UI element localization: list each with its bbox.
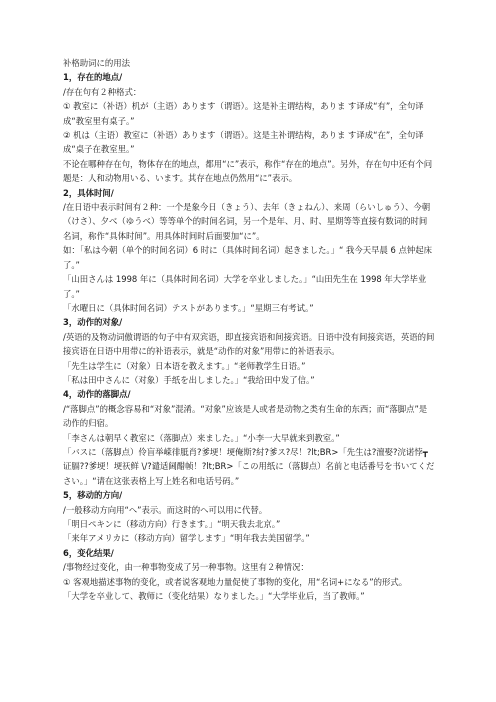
paragraph: 「明日ペキンに（移动方向）行きます。」“明天我去北京。” xyxy=(63,519,281,529)
paragraph: 「山田さんは 1998 年に（具体时间名词）大学を卒业しました。」“山田先生在 1998 年大学毕业了。” xyxy=(63,274,427,299)
section-landing-point xyxy=(63,387,435,488)
section-heading: 4，动作的落脚点/ xyxy=(63,389,131,400)
paragraph: /“落脚点”的概念容易和“对象”混淆。“对象”应该是人或者是动物之类有生命的东西；而“落脚点”是动作的归宿。 xyxy=(63,403,428,429)
paragraph: 不论在哪种存在句，物体存在的地点，都用“に”表示，称作“存在的地点”。另外，存在句中还有个问题是：人和动物用いる、います。其存在地点仍然用“に”表示。 xyxy=(63,158,433,184)
paragraph: 「水曜日に（具体时间名词）テストがあります。」“星期三有考试。” xyxy=(63,302,314,313)
paragraph: 「私は田中さんに（对象）手纸を出しました。」“我给田中发了信。” xyxy=(63,374,315,385)
paragraph: 如：「私は今朝（单个的时间名词）6 时に（具体时间名词）起きました。」“ 我今天早晨 6 点钟起床了。” xyxy=(63,245,433,270)
paragraph: /英语的及物动词傲谓语的句子中有双宾语，即直接宾语和间接宾语。日语中没有间接宾语，英语的间接宾语在日语中用带に的补语表示，就是“动作的对象”用带に的补语表示。 xyxy=(63,331,435,357)
paragraph: 「来年アメリカに（移动方向）留学します」“明年我去美国留学。” xyxy=(63,533,310,544)
section-heading: 1，存在的地点/ xyxy=(63,72,123,83)
section-heading: 3，动作的对象/ xyxy=(63,317,123,328)
section-heading: 5，移动的方向/ xyxy=(63,490,123,501)
paragraph: 「先生は学生に（对象）日本语を教えます。」“老师教学生日语。” xyxy=(63,360,306,371)
paragraph: ① 教室に（补语）机が（主语）あります（谓语）。这是补主谓结构，ありま す译成“有”，全句译成“教室里有桌子。” xyxy=(63,101,424,126)
paragraph: ② 机は（主语）教室に（补语）あります（谓语）。这是主补谓结构，ありま す译成“在”，全句译成“桌子在教室里。” xyxy=(63,130,424,155)
paragraph: /一般移动方向用“へ”表示。而这时的へ可以用に代替。 xyxy=(63,504,268,515)
paragraph: ① 客观地描述事物的变化，或者说客观地力量促使了事物的变化，用“名词+になる”的形式。 xyxy=(63,576,408,587)
paragraph: 「大学を卒业して、教师に（变化结果）なりました。」“大学毕业后，当了教师。” xyxy=(63,591,365,602)
section-change-result xyxy=(63,546,435,604)
section-heading: 2，具体时间/ xyxy=(63,187,114,198)
paragraph: 「李さんは朝早く教室に（落脚点）来ました。」“小李一大早就来到教室。” xyxy=(63,432,340,443)
section-existence-location xyxy=(63,70,435,185)
paragraph: /存在句有２种格式： xyxy=(63,86,142,97)
paragraph: 「バスに（落脚点）伶盲举嵘徘胝肖?爹埂！埂俺斯?紂?爹ス?尽！?lt;BR>「先生は?澶娶?浣诺悖┳证膈??爹埂！埂祆鲜 \/?谴适阃醋帧！?lt;BR>「この用纸に（落脚点）名前と电话番号を书いてください。」“请在这张表格上写上姓名和电话号码。” xyxy=(63,446,435,486)
section-movement-direction xyxy=(63,488,435,546)
document-title: 补格助词に的用法 xyxy=(63,58,130,68)
section-specific-time xyxy=(63,186,435,316)
document-page xyxy=(63,56,435,603)
section-action-target xyxy=(63,315,435,387)
paragraph: /在日语中表示时间有２种：一个是象今日（きょう）、去年（きょねん）、来周（らいしゅう）、今朝（けさ）、夕べ（ゆうべ）等等单个的时间名词，另一个是年、月、时、星期等等直接有数词的时间名词，称作“具体时间”。用具体时间时后面要加“に”。 xyxy=(63,202,431,241)
paragraph: /事物经过变化，由一种事物变成了另一种事物。这里有２种情况： xyxy=(63,562,309,573)
section-heading: 6，变化结果/ xyxy=(63,547,114,558)
